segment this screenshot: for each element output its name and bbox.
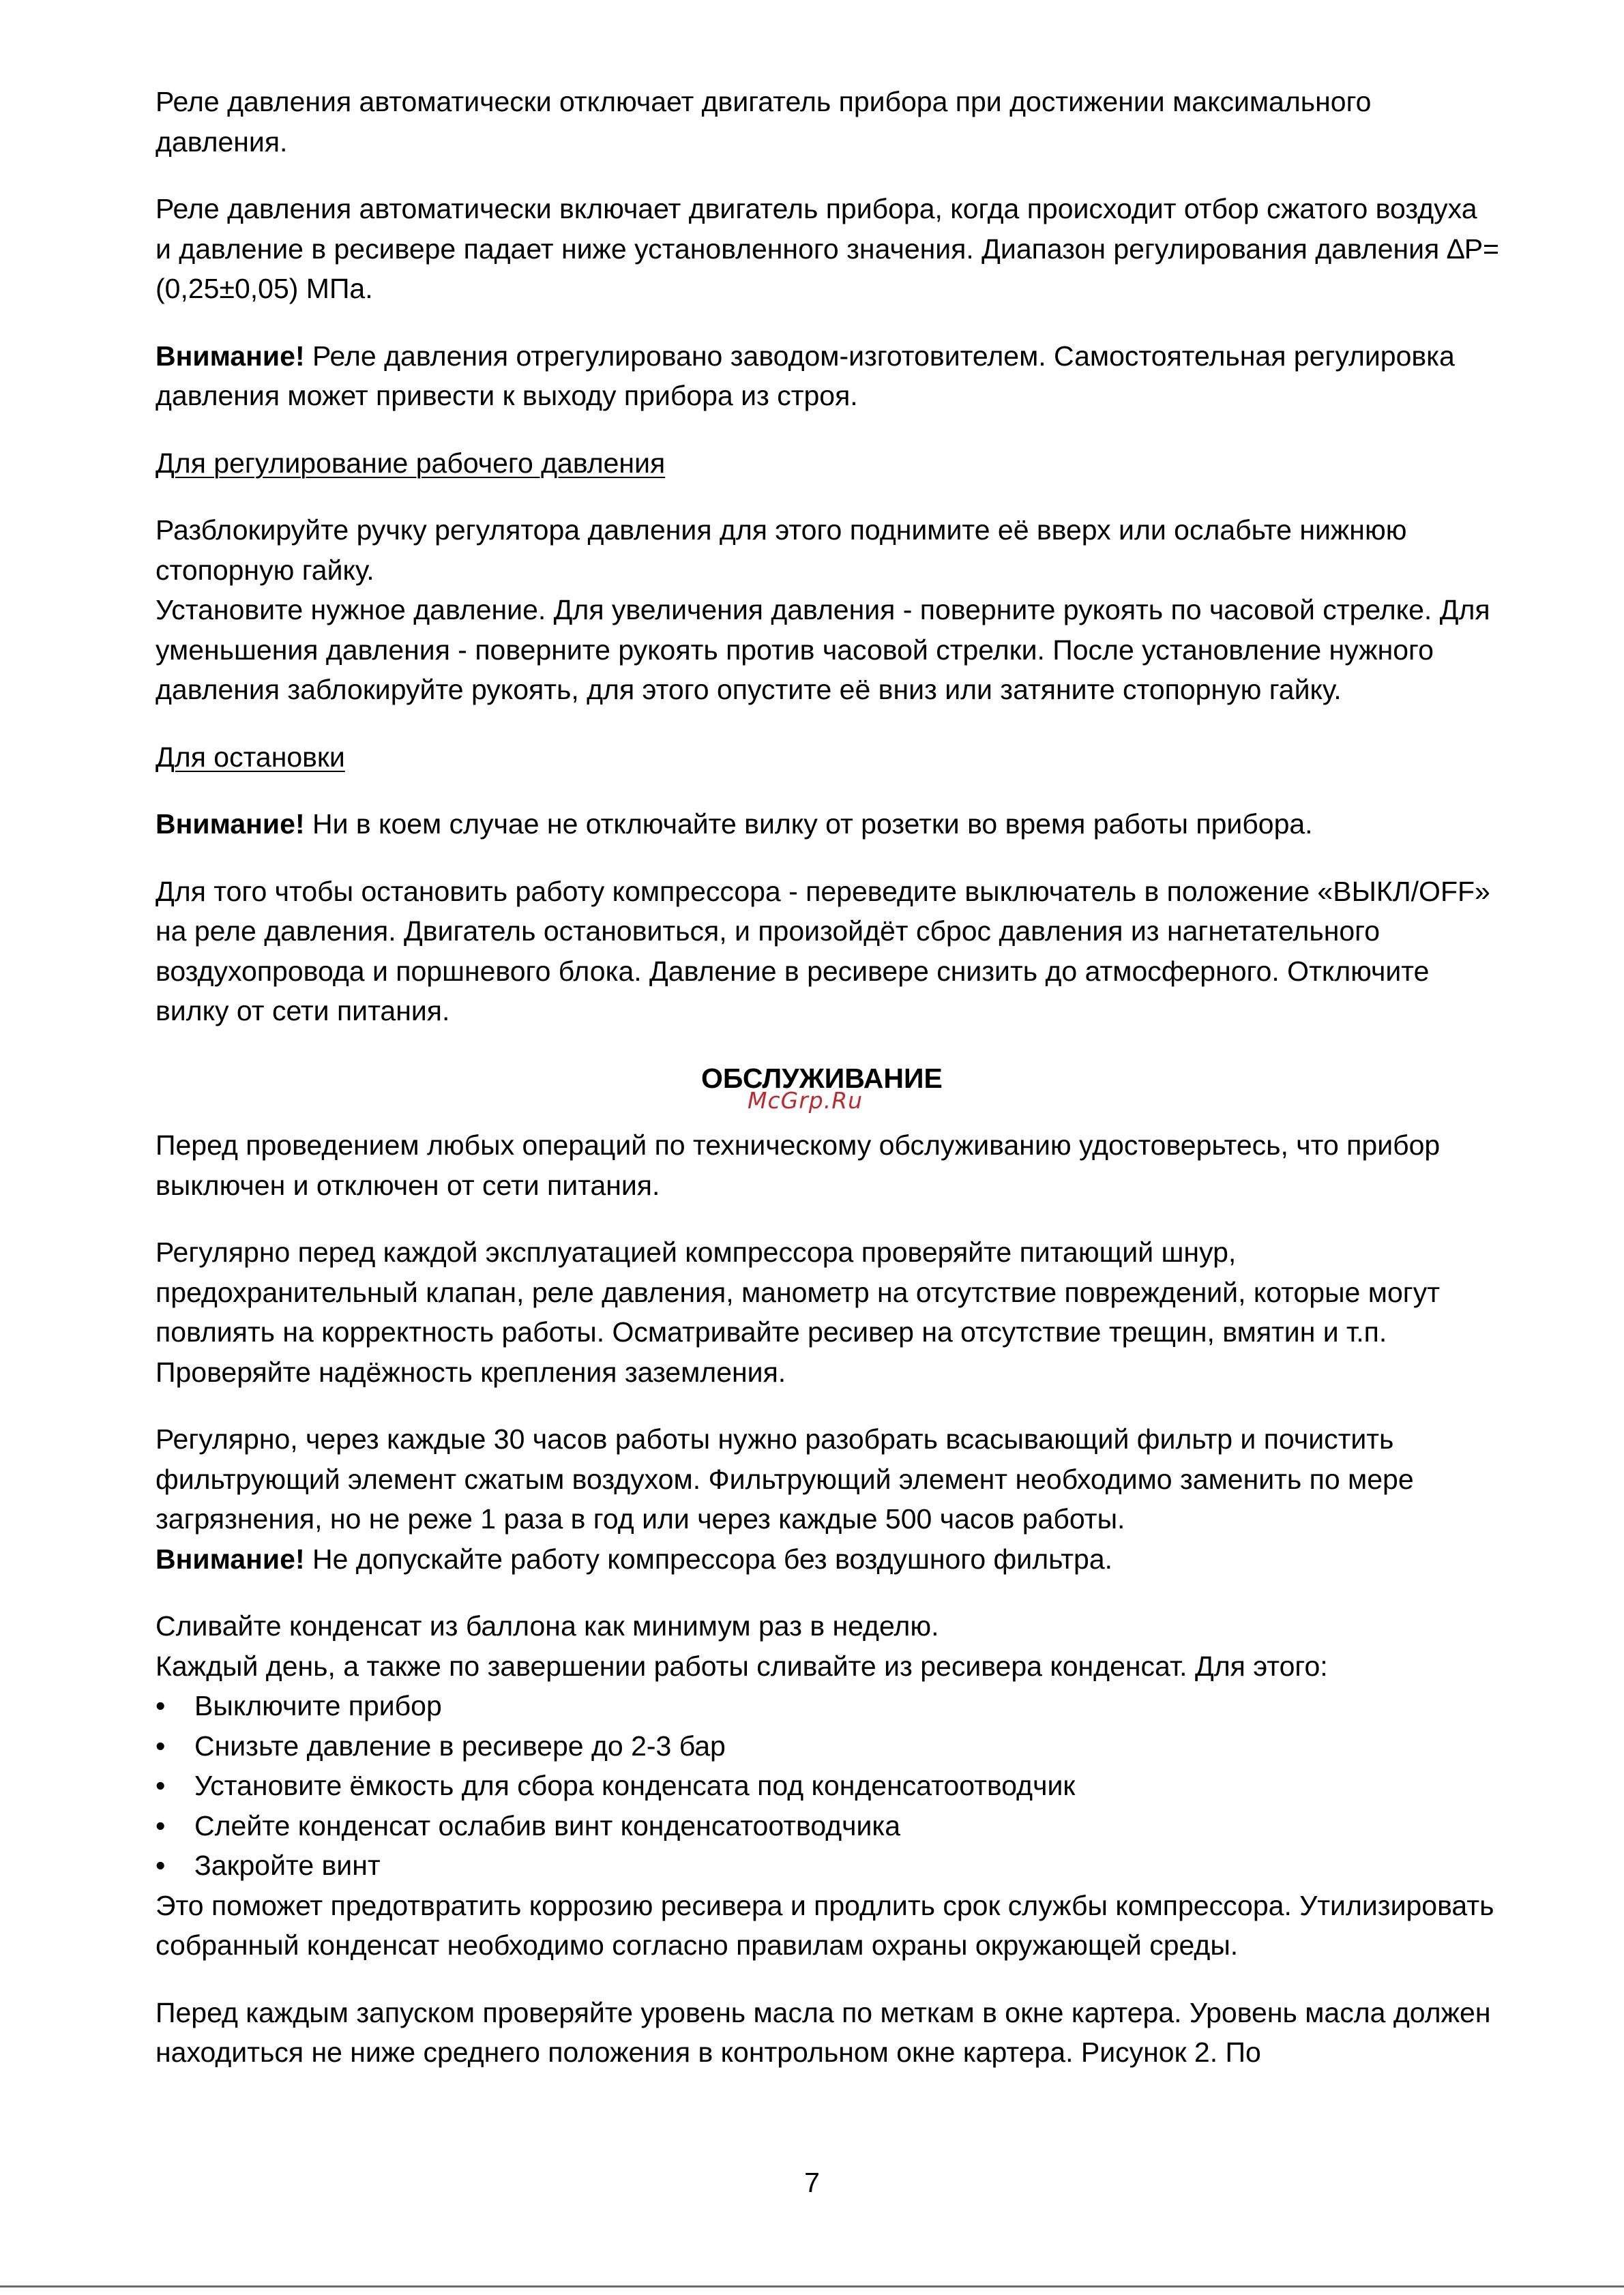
page-bottom-divider — [0, 2285, 1624, 2287]
warning-label: Внимание! — [156, 340, 305, 372]
list-item — [156, 1686, 1499, 1726]
paragraph-regular-check: Регулярно перед каждой эксплуатацией компрессора проверяйте питающий шнур, предохранительный клапан, реле давления, манометр на отсутствие повреждений, которые могут повлиять на корректность работы. Осматривайте ресивер на отсутствие трещин, вмятин и т.п. Проверяйте надёжность крепления заземления. — [156, 1237, 1440, 1388]
list-item-text: Слейте конденсат ослабив винт конденсатоотводчика — [194, 1809, 901, 1841]
list-item — [156, 1846, 1499, 1886]
warning-label: Внимание! — [156, 1543, 305, 1575]
paragraph-drain-weekly: Сливайте конденсат из баллона как минимум раз в неделю. — [156, 1610, 939, 1642]
paragraph-drain-daily: Каждый день, а также по завершении работы сливайте из ресивера конденсат. Для этого: — [156, 1650, 1328, 1682]
list-item-text: Установите ёмкость для сбора конденсата под конденсатоотводчик — [194, 1770, 1076, 1801]
page-number: 7 — [804, 2167, 820, 2198]
paragraph-before-maintenance: Перед проведением любых операций по техническому обслуживанию удостоверьтесь, что прибор выключен и отключен от сети питания. — [156, 1129, 1441, 1201]
paragraph-warning-filter — [156, 1539, 1499, 1580]
list-item — [156, 1766, 1499, 1806]
section-heading: ОБСЛУЖИВАНИЕ — [701, 1062, 943, 1094]
bullet-icon: • — [156, 1809, 166, 1841]
paragraph-warning-factory — [156, 336, 1499, 416]
subheading-stop: Для остановки — [156, 741, 345, 773]
list-item-text: Закройте винт — [194, 1850, 381, 1881]
list-item — [156, 1806, 1499, 1846]
list-item-text: Снизьте давление в ресивере до 2-3 бар — [194, 1730, 726, 1762]
warning-text: Ни в коем случае не отключайте вилку от розетки во время работы прибора. — [304, 808, 1313, 840]
bullet-icon: • — [156, 1850, 166, 1881]
paragraph-corrosion: Это поможет предотвратить коррозию ресивера и продлить срок службы компрессора. Утилизировать собранный конденсат необходимо согласно правилам охраны окружающей среды. — [156, 1889, 1494, 1961]
warning-text: Реле давления отрегулировано заводом-изготовителем. Самостоятельная регулировка давления может привести к выходу прибора из строя. — [156, 340, 1455, 411]
list-item-text: Выключите прибор — [194, 1690, 442, 1721]
paragraph-unlock-handle: Разблокируйте ручку регулятора давления для этого поднимите её вверх или ослабьте нижнюю стопорную гайку. — [156, 514, 1407, 586]
watermark: McGrp.Ru — [748, 1086, 863, 1114]
list-item — [156, 1726, 1499, 1766]
drain-steps-list — [156, 1686, 1499, 1886]
paragraph-oil-level: Перед каждым запуском проверяйте уровень масла по меткам в окне картера. Уровень масла должен находиться не ниже среднего положения в контрольном окне картера. Рисунок 2. По — [156, 1996, 1491, 2068]
bullet-icon: • — [156, 1770, 166, 1801]
warning-label: Внимание! — [156, 808, 305, 840]
section-heading-wrap — [156, 1058, 1499, 1114]
bullet-icon: • — [156, 1730, 166, 1762]
document-page — [156, 82, 1499, 2073]
paragraph-relay-on: Реле давления автоматически включает двигатель прибора, когда происходит отбор сжатого воздуха и давление в ресивере падает ниже установленного значения. Диапазон регулирования давления ∆P=(0,25±0,05) МПа. — [156, 193, 1500, 304]
warning-text: Не допускайте работу компрессора без воздушного фильтра. — [304, 1543, 1113, 1575]
paragraph-relay-off: Реле давления автоматически отключает двигатель прибора при достижении максимального давления. — [156, 86, 1372, 158]
paragraph-filter-cleaning: Регулярно, через каждые 30 часов работы нужно разобрать всасывающий фильтр и почистить фильтрующий элемент сжатым воздухом. Фильтрующий элемент необходимо заменить по мере загрязнения, но не реже 1 раза в год или через каждые 500 часов работы. — [156, 1423, 1414, 1535]
paragraph-warning-plug — [156, 804, 1499, 844]
paragraph-stop-procedure: Для того чтобы остановить работу компрессора - переведите выключатель в положение «ВЫКЛ/OFF» на реле давления. Двигатель остановиться, и произойдёт сброс давления из нагнетательного воздухопровода и поршневого блока. Давление в ресивере снизить до атмосферного. Отключите вилку от сети питания. — [156, 875, 1490, 1026]
paragraph-set-pressure: Установите нужное давление. Для увеличения давления - поверните рукоять по часовой стрелке. Для уменьшения давления - поверните рукоять против часовой стрелки. После установление нужного давления заблокируйте рукоять, для этого опустите её вниз или затяните стопорную гайку. — [156, 594, 1490, 705]
subheading-pressure-adjust: Для регулирование рабочего давления — [156, 447, 666, 479]
bullet-icon: • — [156, 1690, 166, 1721]
